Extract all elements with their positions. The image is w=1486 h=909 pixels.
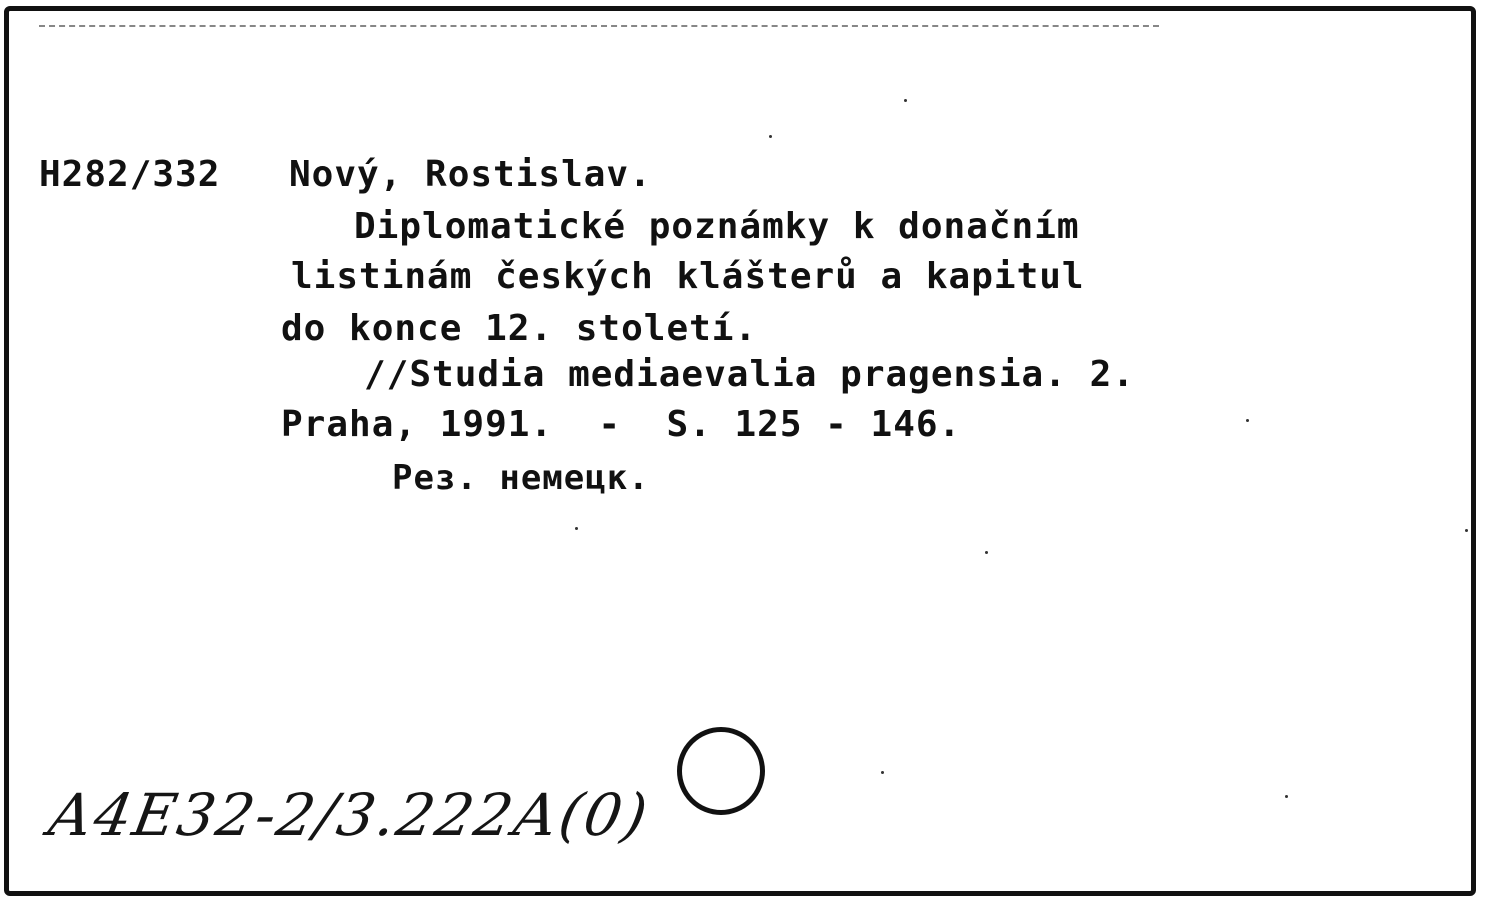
- author-name: Nový, Rostislav.: [289, 154, 652, 195]
- handwritten-classification-code: А4Е32-2/3.222А(0): [43, 781, 655, 849]
- top-dashed-line: [39, 25, 1159, 27]
- speck: [1285, 795, 1288, 798]
- speck: [575, 527, 578, 530]
- title-line-1: Diplomatické poznámky k donačním: [354, 206, 1080, 247]
- title-line-2: listinám českých klášterů a kapitul: [291, 256, 1085, 297]
- speck: [985, 551, 988, 554]
- series-line-2: Praha, 1991. - S. 125 - 146.: [281, 404, 962, 445]
- speck: [904, 99, 907, 102]
- circle-mark: [677, 727, 765, 815]
- speck: [769, 135, 772, 138]
- speck: [881, 771, 884, 774]
- series-line-1: //Studia mediaevalia pragensia. 2.: [364, 354, 1135, 395]
- resume-note: Рез. немецк.: [392, 458, 650, 498]
- speck: [1465, 529, 1468, 532]
- shelfmark: H282/332: [39, 154, 221, 195]
- catalog-card: [4, 6, 1476, 896]
- speck: [1246, 419, 1249, 422]
- title-line-3: do konce 12. století.: [281, 308, 758, 349]
